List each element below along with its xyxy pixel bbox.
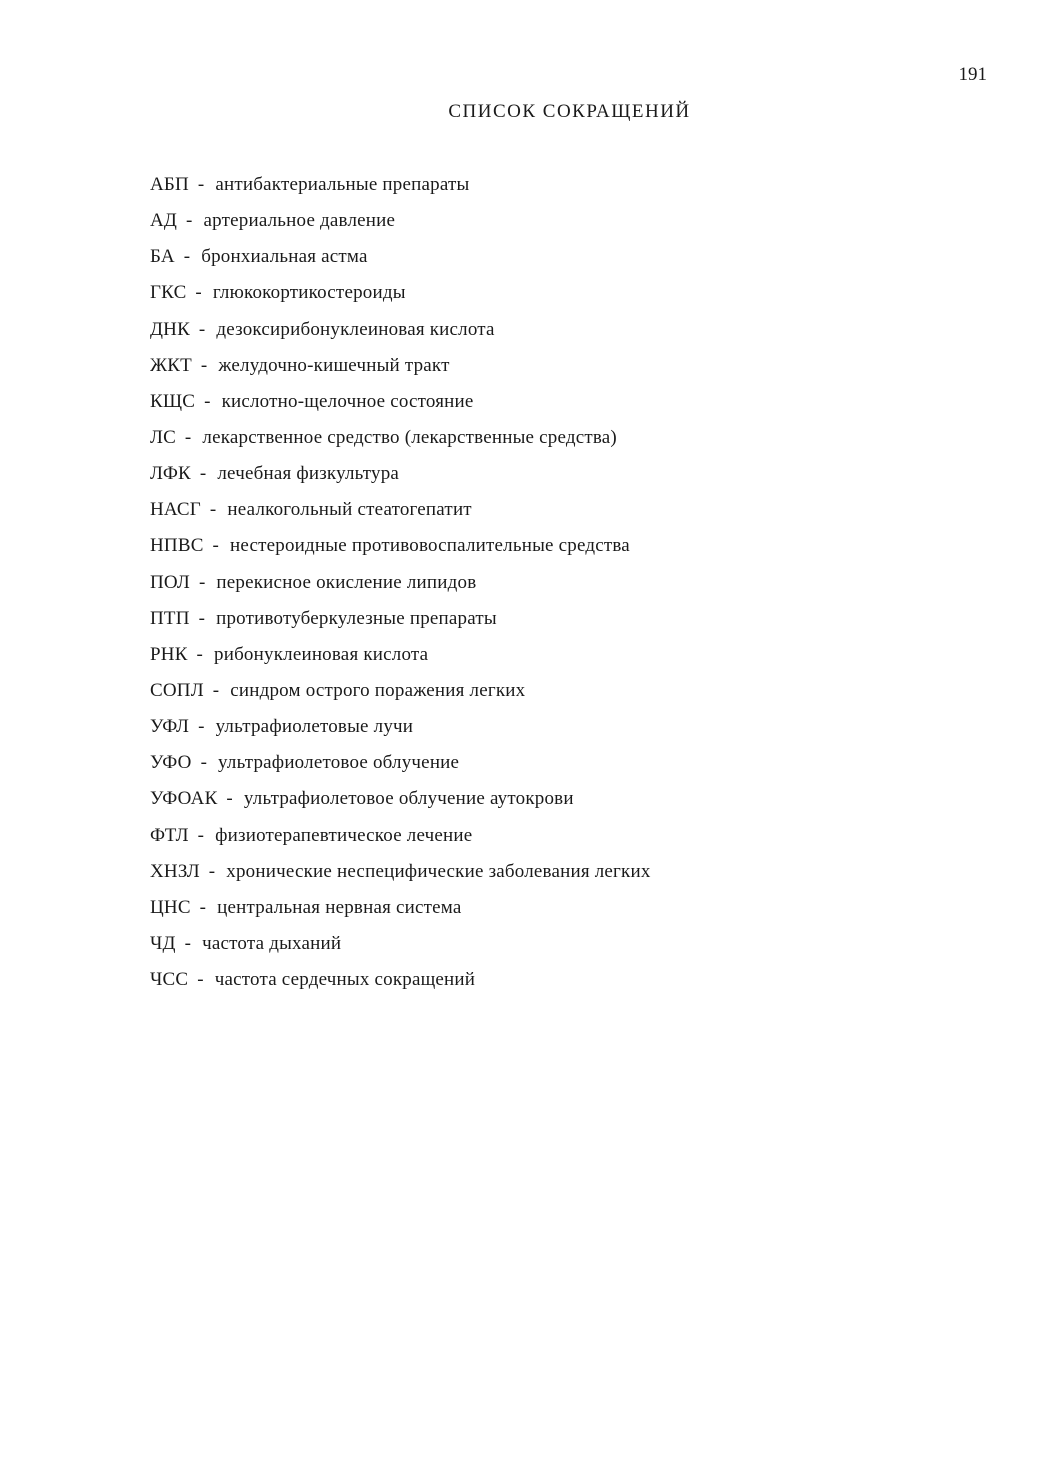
list-item	[150, 570, 950, 606]
separator: -	[212, 679, 220, 701]
abbreviation: ЛС	[150, 426, 176, 448]
definition: хронические неспецифические заболевания легких	[226, 860, 651, 882]
list-item	[150, 859, 950, 895]
separator: -	[199, 463, 207, 485]
page-title: СПИСОК СОКРАЩЕНИЙ	[448, 101, 691, 122]
separator: -	[199, 896, 207, 918]
definition: глюкокортикостероиды	[212, 282, 406, 304]
list-item	[150, 425, 950, 461]
abbreviation: УФОАК	[150, 788, 218, 810]
separator: -	[184, 932, 192, 954]
list-item	[150, 389, 950, 425]
abbreviation: РНК	[150, 643, 188, 665]
list-item	[150, 895, 950, 931]
list-item	[150, 172, 950, 208]
list-item	[150, 786, 950, 822]
separator: -	[212, 535, 220, 557]
separator: -	[183, 246, 191, 268]
separator: -	[198, 571, 206, 593]
definition: лекарственное средство (лекарственные средства)	[202, 426, 617, 448]
separator: -	[209, 499, 217, 521]
abbreviation: ЦНС	[150, 896, 191, 918]
list-item	[150, 244, 950, 280]
definition: физиотерапевтическое лечение	[215, 824, 473, 846]
abbreviation: ЖКТ	[150, 354, 192, 376]
definition: ультрафиолетовые лучи	[215, 716, 414, 738]
definition: лечебная физкультура	[217, 463, 400, 485]
abbreviation-list	[150, 172, 950, 1003]
abbreviation: ХНЗЛ	[150, 860, 200, 882]
list-item	[150, 642, 950, 678]
list-item	[150, 931, 950, 967]
definition: нестероидные противовоспалительные средства	[230, 535, 630, 557]
definition: перекисное окисление липидов	[216, 571, 477, 593]
list-item	[150, 823, 950, 859]
abbreviation: ПТП	[150, 607, 190, 629]
abbreviation: ДНК	[150, 318, 190, 340]
separator: -	[200, 354, 208, 376]
list-item	[150, 678, 950, 714]
list-item	[150, 750, 950, 786]
definition: частота дыханий	[202, 932, 342, 954]
list-item	[150, 208, 950, 244]
definition: ультрафиолетовое облучение	[218, 752, 460, 774]
abbreviation: СОПЛ	[150, 679, 204, 701]
page-number: 191	[958, 64, 987, 85]
list-item	[150, 606, 950, 642]
separator: -	[198, 607, 206, 629]
separator: -	[196, 643, 204, 665]
definition: артериальное давление	[203, 210, 396, 232]
separator: -	[197, 824, 205, 846]
separator: -	[197, 174, 205, 195]
abbreviation: БА	[150, 246, 175, 268]
definition: противотуберкулезные препараты	[216, 607, 497, 629]
separator: -	[195, 282, 202, 304]
list-item	[150, 714, 950, 750]
definition: антибактериальные препараты	[215, 174, 470, 195]
abbreviation: ФТЛ	[150, 824, 189, 846]
definition: синдром острого поражения легких	[230, 679, 526, 701]
definition: ультрафиолетовое облучение аутокрови	[243, 788, 574, 810]
separator: -	[200, 752, 208, 774]
separator: -	[198, 716, 205, 738]
abbreviation: АБП	[150, 174, 189, 195]
definition: дезоксирибонуклеиновая кислота	[216, 318, 495, 340]
list-item	[150, 497, 950, 533]
definition: центральная нервная система	[217, 896, 462, 918]
separator: -	[208, 860, 216, 882]
abbreviation: ПОЛ	[150, 571, 190, 593]
list-item	[150, 317, 950, 353]
abbreviation: НПВС	[150, 535, 204, 557]
list-item	[150, 533, 950, 569]
abbreviation: ЛФК	[150, 463, 191, 485]
abbreviation: НАСГ	[150, 499, 201, 521]
separator: -	[226, 788, 233, 810]
abbreviation: АД	[150, 210, 178, 232]
separator: -	[198, 318, 206, 340]
abbreviation: ЧД	[150, 932, 176, 954]
list-item	[150, 353, 950, 389]
definition: желудочно-кишечный тракт	[218, 354, 450, 376]
abbreviation: КЩС	[150, 390, 196, 412]
list-item	[150, 461, 950, 497]
definition: неалкогольный стеатогепатит	[227, 499, 472, 521]
definition: кислотно-щелочное состояние	[221, 390, 474, 412]
definition: бронхиальная астма	[201, 246, 368, 268]
definition: частота сердечных сокращений	[214, 969, 476, 991]
abbreviation: ГКС	[150, 282, 187, 304]
separator: -	[186, 210, 193, 232]
separator: -	[204, 390, 211, 412]
abbreviation: УФЛ	[150, 716, 190, 738]
abbreviation: УФО	[150, 752, 192, 774]
abbreviation: ЧСС	[150, 969, 189, 991]
list-item	[150, 967, 950, 1003]
separator: -	[197, 969, 204, 991]
definition: рибонуклеиновая кислота	[214, 643, 429, 665]
separator: -	[184, 426, 192, 448]
list-item	[150, 280, 950, 316]
